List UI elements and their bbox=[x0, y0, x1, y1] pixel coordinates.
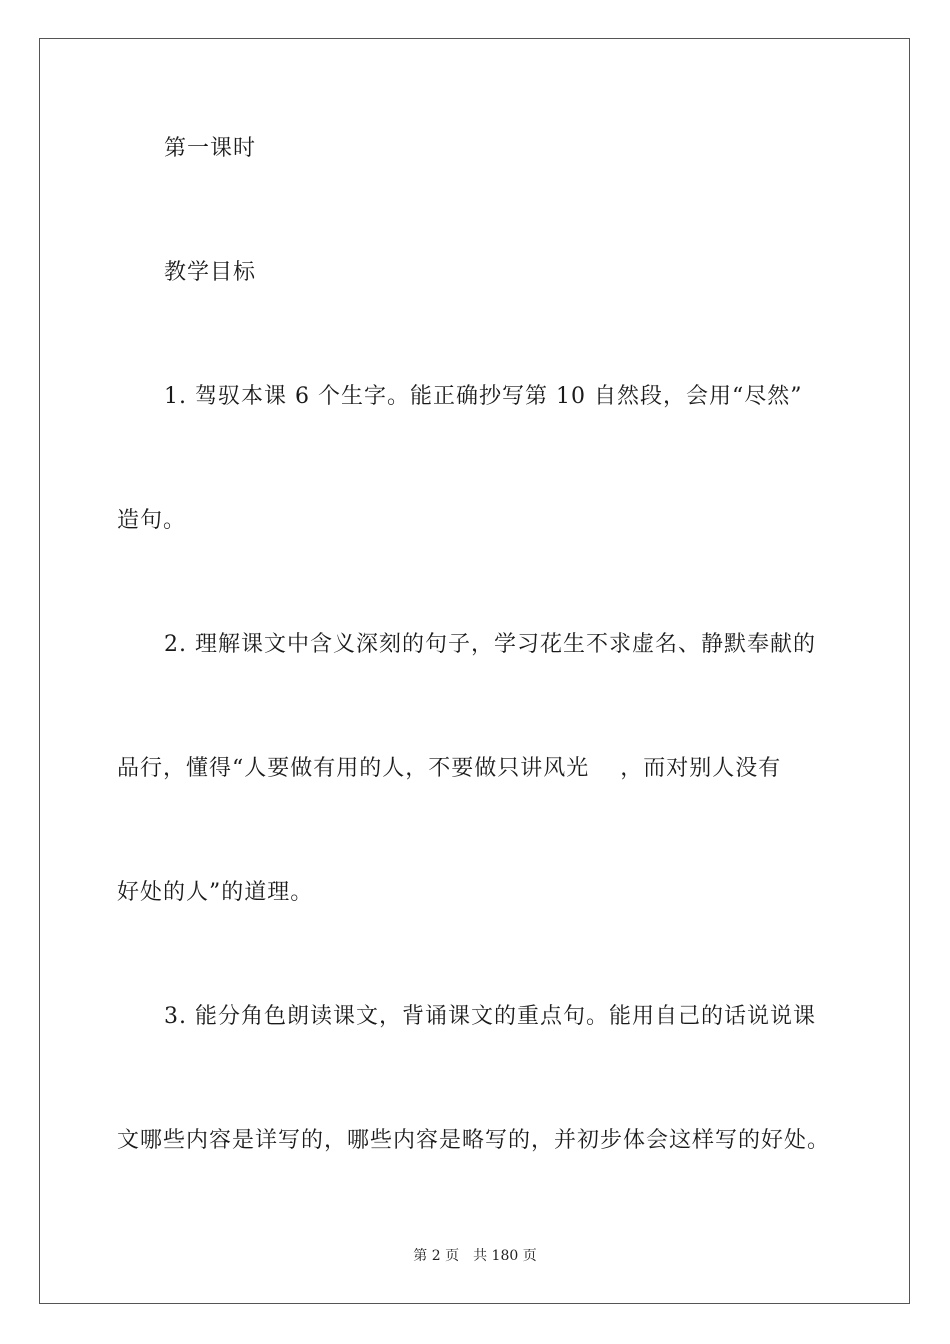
page-frame bbox=[39, 38, 910, 1304]
objective-3-line-2: 文哪些内容是详写的，哪些内容是略写的，并初步体会这样写的好处。 bbox=[117, 1128, 831, 1153]
objective-2-line-3: 好处的人”的道理。 bbox=[117, 880, 314, 905]
objectives-heading: 教学目标 bbox=[164, 260, 257, 285]
page-total: 共 180 页 bbox=[473, 1248, 537, 1264]
objective-1-line-1: 1. 驾驭本课 6 个生字。能正确抄写第 10 自然段，会用“尽然” bbox=[164, 384, 803, 409]
lesson-heading: 第一课时 bbox=[164, 136, 257, 161]
page-footer bbox=[0, 1246, 950, 1266]
objective-1-line-2: 造句。 bbox=[117, 508, 187, 533]
objective-2-line-2: 品行，懂得“人要做有用的人，不要做只讲风光 ，而对别人没有 bbox=[117, 756, 782, 781]
objective-3-line-1: 3. 能分角色朗读课文，背诵课文的重点句。能用自己的话说说课 bbox=[164, 1004, 816, 1029]
objective-2-line-1: 2. 理解课文中含义深刻的句子，学习花生不求虚名、静默奉献的 bbox=[164, 632, 816, 657]
page-number: 第 2 页 bbox=[413, 1248, 460, 1264]
